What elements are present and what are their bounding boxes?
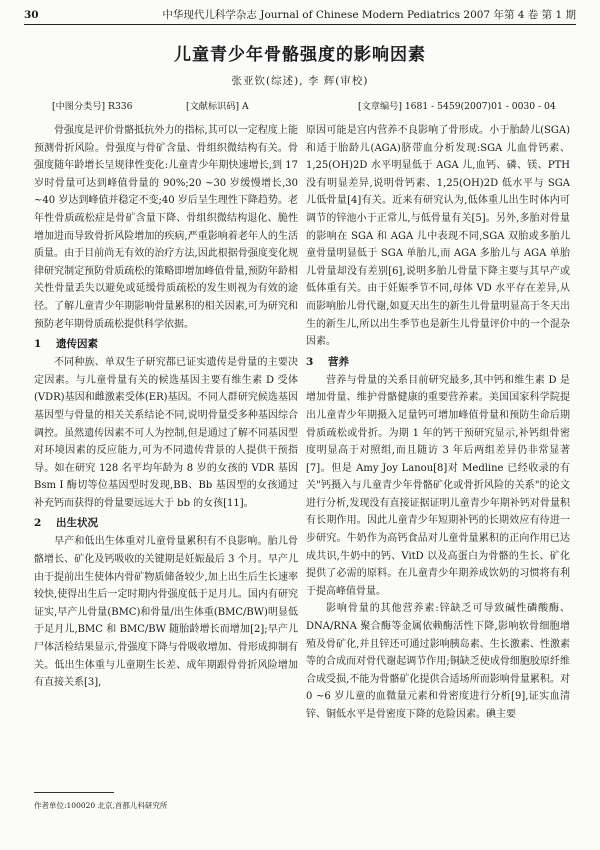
- section-number: 1: [34, 338, 42, 351]
- intro-paragraph: 骨强度是评价骨骼抵抗外力的指标,其可以一定程度上能预测骨折风险。骨强度与骨矿含量、骨组织微结构有关。骨强度随年龄增长呈规律性变化:儿童青少年期快速增长,到 17 岁时骨量可达到峰值骨量的 90%;20 ~30 岁缓慢增长,30 ~40 岁达到峰值并稳定不变;40 岁后呈生理性下降趋势。老年性骨质疏松症是骨矿含量下降、骨组织微结构退化、脆性增加进而导致骨折风险增加的疾病,严重影响着老年人的生活质量。由于目前尚无有效的治疗方法,因此根据骨强度变化规律研究制定预防骨质疏松的策略即增加峰值骨量,预防年龄相关性骨量丢失以避免或延缓骨质疏松的发生则视为有效的途径。了解儿童青少年期影响骨量累积的相关因素,可为研究和预防老年期骨质疏松提供科学依据。: [34, 125, 298, 330]
- clc-number: [中图分类号] R336: [52, 101, 133, 112]
- footnote-rule: [34, 792, 114, 793]
- nutrition-paragraph: 营养与骨量的关系目前研究最多,其中钙和维生素 D 是增加骨量、维护骨骼健康的重要营养素。美国国家科学院提出儿童青少年期摄入足量钙可增加峰值骨量和预防生命后期骨质疏松或骨折。为期 1 年的钙干预研究显示,补钙组骨密度明显高于对照组,而且随访 3 年后两组差异仍非常显著[7]。但是 Amy Joy Lanou[8]对 Medline 已经收录的有关"钙摄入与儿童青少年骨骼矿化或骨折风险的关系"的论文进行分析,发现没有直接证据证明儿童青少年期补钙对骨量积有长期作用。因此儿童青少年短期补钙的长期效应有待进一步研究。牛奶作为高钙食品对儿童骨量累积的正向作用已达成共识,牛奶中的钙、VitD 以及高蛋白为骨骼的生长、矿化提供了必需的原料。在儿童青少年期养成饮奶的习惯将有利于提高峰值骨量。: [306, 374, 570, 597]
- article-metadata: [40, 98, 580, 114]
- article-authors: 张亚钦(综述), 李 辉(审校): [231, 75, 369, 87]
- article-title: 儿童青少年骨骼强度的影响因素: [174, 45, 426, 65]
- section-title: 出生状况: [56, 517, 98, 530]
- birth-paragraph-continued: 原因可能是宫内营养不良影响了骨形成。小于胎龄儿(SGA)和适于胎龄儿(AGA)脐带血分析发现:SGA 儿血骨钙素、1,25(OH)2D 水平明显低于 AGA 儿,血钙、磷、镁、PTH 没有明显差异,说明骨钙素、1,25(OH)2D 低水平与 SGA 儿低骨量[4]有关。近来有研究认为,低体重儿出生时体内可调节的锌池小于正常儿,与低骨量有关[5]。另外,多胎对骨量的影响在 SGA 和 AGA 儿中表现不同,SGA 双胎或多胎儿童骨量明显低于 SGA 单胎儿,而 AGA 多胎儿与 AGA 单胎儿骨量却没有差别[6],说明多胎儿骨量下降主要与其早产或低体重有关。由于妊娠季节不同,母体 VD 水平存在差异,从而影响胎儿骨代谢,如夏天出生的新生儿骨量明显高于冬天出生的新生儿,所以出生季节也是新生儿骨量评价中的一个混杂因素。: [306, 125, 570, 348]
- running-header: [24, 6, 576, 25]
- birth-paragraph: 早产和低出生体重对儿童骨量累积有不良影响。胎儿骨骼增长、矿化及钙吸收的关键期是妊娠最后 3 个月。早产儿由于提前出生使体内骨矿物质储备较少,加上出生后生长速率较快,使得出生后一定时期内骨强度低于足月儿。国内有研究证实,早产儿骨量(BMC)和骨量/出生体重(BMC/BW)明显低于足月儿,BMC 和 BMC/BW 随胎龄增长而增加[2];早产儿尸体活检结果显示,骨强度下降与骨吸收增加、骨形成抑制有关。低出生体重与儿童期生长差、成年期跟骨骨折风险增加有直接关系[3],: [34, 536, 298, 689]
- article-number: [文章编号] 1681 - 5459(2007)01 - 0030 - 04: [358, 101, 556, 112]
- section-heading-genetics: [34, 335, 298, 353]
- section-number: 2: [34, 517, 42, 530]
- left-column: [34, 122, 298, 692]
- page-number: 30: [24, 9, 39, 21]
- author-affiliation-footnote: 作者单位:100020 北京,首都儿科研究所: [34, 801, 168, 810]
- journal-name: 中华现代儿科学杂志 Journal of Chinese Modern Pediatrics 2007 年第 4 卷 第 1 期: [162, 9, 576, 21]
- section-number: 3: [306, 355, 314, 368]
- section-title: 遗传因素: [56, 338, 98, 351]
- section-heading-birth: [34, 514, 298, 532]
- document-code: [文献标识码] A: [186, 101, 249, 112]
- genetics-paragraph: 不同种族、单双生子研究都已证实遗传是骨量的主要决定因素。与儿童骨量有关的候选基因主要有维生素 D 受体(VDR)基因和雌激素受体(ER)基因。不同人群研究候选基因基因型与骨量的相关关系结论不同,说明骨量受多种基因综合调控。虽然遗传因素不可人为控制,但是通过了解不同基因型对环境因素的反应能力,可为不同遗传背景的人提供干预指导。如在研究 128 名平均年龄为 8 岁的女孩的 VDR 基因 Bsm I 酶切等位基因型时发现,BB、Bb 基因型的女孩通过补充钙而获得的骨量要远远大于 bb 的女孩[11]。: [34, 357, 298, 509]
- right-column: [306, 122, 570, 724]
- section-heading-nutrition: [306, 353, 570, 371]
- other-nutrients-paragraph: 影响骨量的其他营养素:锌缺乏可导致碱性磷酸酶、DNA/RNA 聚合酶等金属依赖酶活性下降,影响软骨细胞增殖及骨矿化,并且锌还可通过影响胰岛素、生长激素、性激素等的合成而对骨代谢起调节作用;铜缺乏使成骨细胞胶原纤维合成受损,不能为骨骼矿化提供合适场所而影响骨量累积。对 0 ~6 岁儿童的血微量元素和骨密度进行分析[9],证实血清锌、铜低水平是骨密度下降的危险因素。碘主要: [306, 603, 570, 720]
- section-title: 营养: [328, 355, 349, 368]
